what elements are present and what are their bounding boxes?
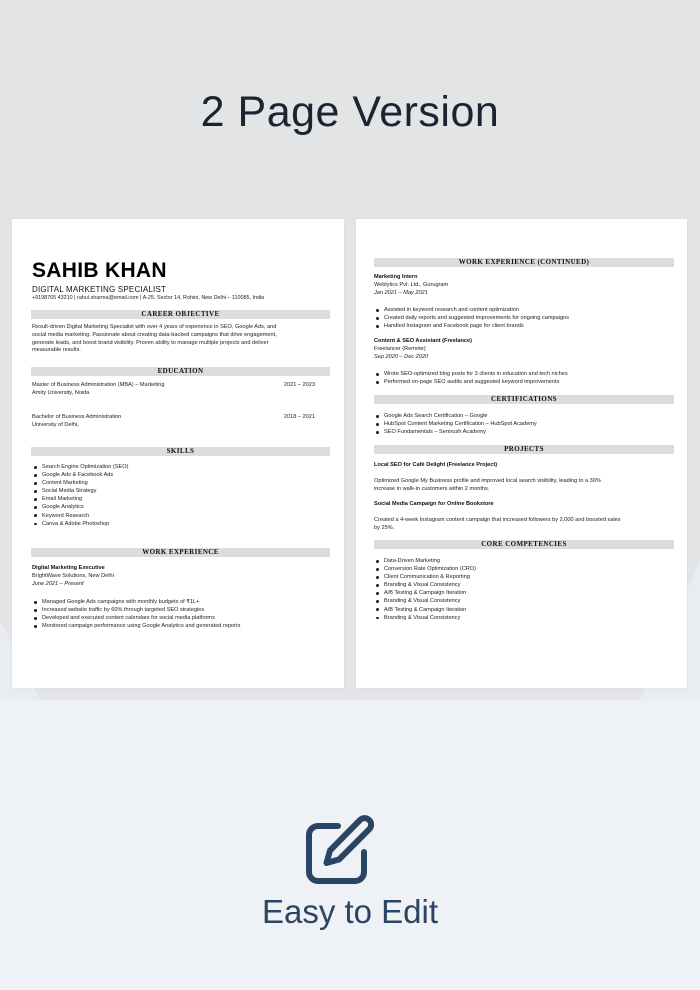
- objective-line: social media marketing. Passionate about creating data-backed campaigns that drive engagement,: [32, 331, 277, 338]
- certifications-list: [375, 412, 537, 436]
- competency-item: Branding & Visual Consistency: [375, 581, 476, 589]
- competency-item: Branding & Visual Consistency: [375, 614, 476, 622]
- certification-item: Google Ads Search Certification – Google: [375, 412, 537, 420]
- skills-list: [33, 463, 128, 528]
- project-line: Optimized Google My Business profile and improved local search visibility, leading to a 30%: [374, 478, 601, 484]
- section-heading-experience-continued: WORK EXPERIENCE (CONTINUED): [374, 258, 674, 267]
- job-bullet: Developed and executed content calendars for social media platforms: [33, 614, 240, 622]
- job-title: Marketing Intern: [374, 274, 418, 280]
- competency-item: Data-Driven Marketing: [375, 557, 476, 565]
- job-bullet: Created daily reports and suggested improvements for ongoing campaigns: [375, 314, 569, 322]
- project-line: Created a 4-week Instagram content campaign that increased followers by 2,000 and boosted sales: [374, 517, 621, 523]
- competency-item: A/B Testing & Campaign Iteration: [375, 606, 476, 614]
- job-bullets: [375, 306, 569, 330]
- job-dates: Sep 2020 – Dec 2020: [374, 354, 429, 360]
- project-description: [374, 478, 679, 494]
- skill-item: Search Engine Optimization (SEO): [33, 463, 128, 471]
- objective-line: generate leads, and boost brand visibility. Proven ability to manage multiple projects and deliver: [32, 339, 269, 346]
- objective-line: measurable results.: [32, 347, 81, 354]
- job-bullet: Increased website traffic by 60% through targeted SEO strategies: [33, 606, 240, 614]
- edit-label: Easy to Edit: [261, 893, 439, 930]
- job-bullets: [33, 598, 240, 630]
- section-heading-projects: PROJECTS: [374, 445, 674, 454]
- section-heading-skills: SKILLS: [31, 447, 330, 456]
- contact-line: +9198765 43210 | rahul.sharma@email.com | A-25, Sector 14, Rohini, New Delhi – 110085, India: [32, 295, 265, 301]
- skill-item: Google Ads & Facebook Ads: [33, 471, 128, 479]
- job-bullet: Performed on-page SEO audits and suggested keyword improvements: [375, 378, 568, 386]
- objective-line: Result-driven Digital Marketing Specialist with over 4 years of experience in SEO, Google Ads, and: [32, 324, 277, 330]
- resume-page-1: [12, 219, 344, 688]
- edit-icon: [304, 814, 376, 886]
- job-bullet: Wrote SEO-optimized blog posts for 3 clients in education and tech niches: [375, 370, 568, 378]
- education-school: University of Delhi,: [32, 422, 79, 428]
- competency-item: Conversion Rate Optimization (CRO): [375, 565, 476, 573]
- competency-item: Branding & Visual Consistency: [375, 597, 476, 605]
- job-dates: Jan 2021 – May 2021: [374, 290, 428, 296]
- job-bullet: Handled Instagram and Facebook page for client brands: [375, 322, 569, 330]
- job-title: Digital Marketing Executive: [32, 565, 105, 571]
- candidate-name: SAHIB KHAN: [32, 259, 167, 282]
- competency-item: Client Communication & Reporting: [375, 573, 476, 581]
- section-heading-education: EDUCATION: [31, 367, 330, 376]
- section-heading-objective: CAREER OBJECTIVE: [31, 310, 330, 319]
- job-bullets: [375, 370, 568, 386]
- job-bullet: Monitored campaign performance using Google Analytics and generated reports: [33, 622, 240, 630]
- skill-item: Email Marketing: [33, 495, 128, 503]
- competency-item: A/B Testing & Campaign Iteration: [375, 589, 476, 597]
- project-title: Local SEO for Café Delight (Freelance Project): [374, 462, 498, 468]
- job-company: Freelancer (Remote): [374, 346, 426, 352]
- competencies-list: [375, 557, 476, 622]
- skill-item: Keyword Research: [33, 512, 128, 520]
- section-heading-experience: WORK EXPERIENCE: [31, 548, 330, 557]
- section-heading-competencies: CORE COMPETENCIES: [374, 540, 674, 549]
- skill-item: Canva & Adobe Photoshop: [33, 520, 128, 528]
- education-dates: 2021 – 2023: [283, 382, 315, 388]
- education-school: Amity University, Noida: [32, 390, 90, 396]
- project-line: by 25%.: [374, 524, 395, 531]
- resume-page-2: [356, 219, 687, 688]
- section-heading-certifications: CERTIFICATIONS: [374, 395, 674, 404]
- job-bullet: Assisted in keyword research and content optimization: [375, 306, 569, 314]
- certification-item: HubSpot Content Marketing Certification – HubSpot Academy: [375, 420, 537, 428]
- skill-item: Social Media Strategy: [33, 487, 128, 495]
- project-title: Social Media Campaign for Online Bookstore: [374, 501, 494, 507]
- project-line: increase in walk-in customers within 2 months.: [374, 485, 490, 492]
- education-degree: Master of Business Administration (MBA) – Marketing: [32, 382, 165, 388]
- education-degree: Bachelor of Business Administration: [32, 414, 122, 420]
- skill-item: Content Marketing: [33, 479, 128, 487]
- job-bullet: Managed Google Ads campaigns with monthly budgets of ₹1L+: [33, 598, 240, 606]
- objective-text: [32, 324, 332, 355]
- job-company: Weblytics Pvt. Ltd., Gurugram: [374, 282, 449, 288]
- education-dates: 2018 – 2021: [283, 414, 315, 420]
- candidate-role: DIGITAL MARKETING SPECIALIST: [32, 285, 167, 294]
- banner-title: 2 Page Version: [200, 88, 500, 136]
- skill-item: Google Analytics: [33, 503, 128, 511]
- job-title: Content & SEO Assistant (Freelance): [374, 338, 473, 344]
- job-dates: June 2021 – Present: [32, 581, 84, 587]
- project-description: [374, 517, 684, 533]
- job-company: BrightWave Solutions, New Delhi: [32, 573, 114, 579]
- certification-item: SEO Fundamentals – Semrush Academy: [375, 428, 537, 436]
